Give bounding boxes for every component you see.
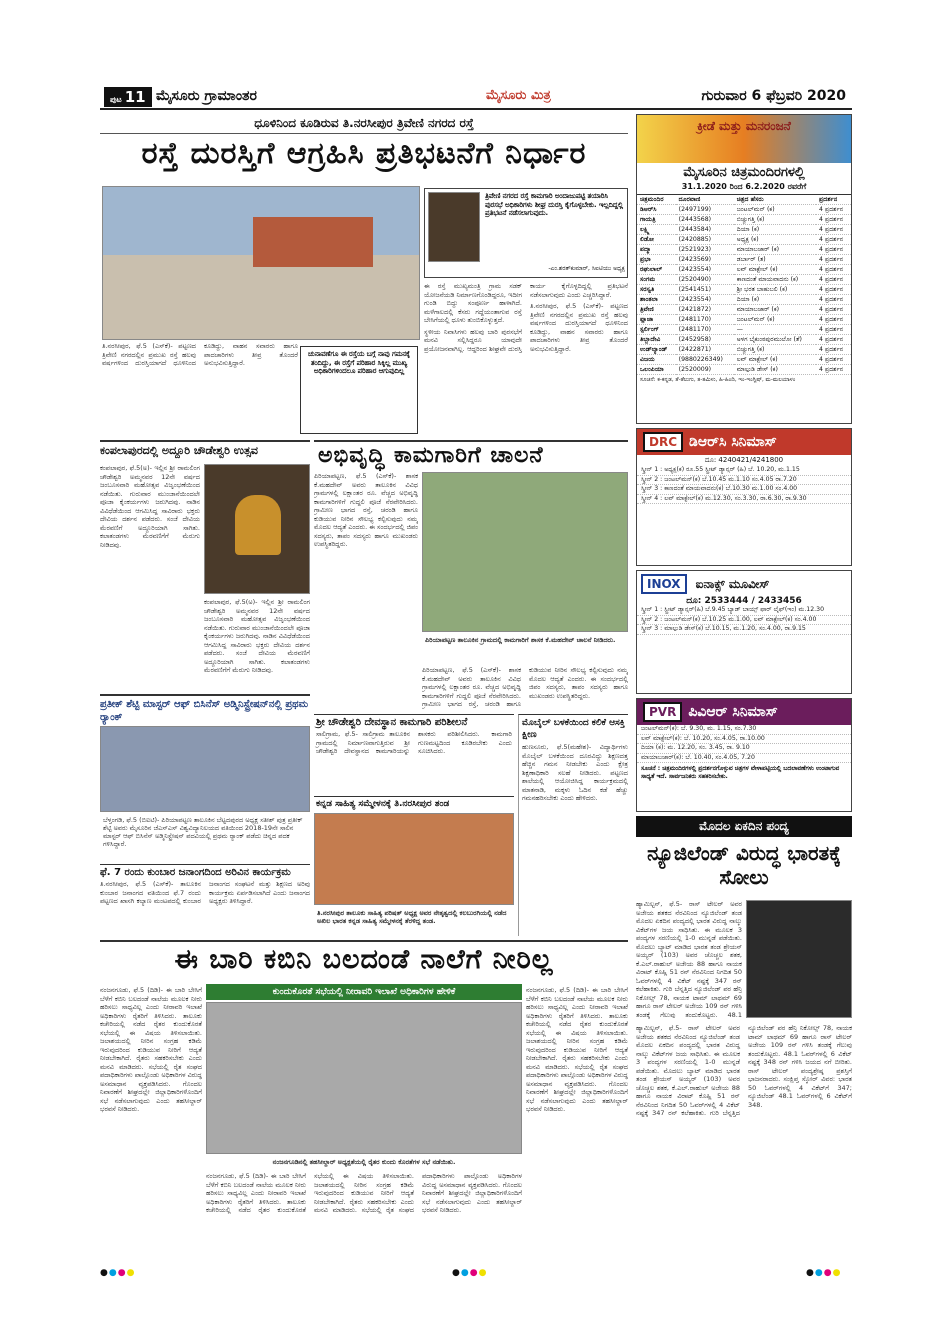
mobile-story — [518, 714, 628, 936]
kabini-headline: ಈ ಬಾರಿ ಕಬಿನಿ ಬಲದಂಡೆ ನಾಲೆಗೆ ನೀರಿಲ್ಲ — [174, 944, 554, 975]
theatre-name: ಲಕ್ಷ್ಮಿ — [637, 225, 676, 235]
col-theatre: ಚಿತ್ರಮಂದಿರ — [637, 195, 676, 205]
kabini-subhead: ಕುಂದುಕೊರತೆ ಸಭೆಯಲ್ಲಿ ನೀರಾವರಿ ಇಲಾಖೆ ಅಧಿಕಾರಿಗಳ ಹೇಳಿಕೆ — [206, 984, 522, 1000]
sports-body-2: ಹ್ಯಾಮಿಲ್ಟನ್, ಫೆ.5- ರಾಸ್ ಟೇಲರ್ ಅವರ ಅಜೇಯ ಶತಕದ ನೆರವಿನಿಂದ ನ್ಯೂಜಿಲೆಂಡ್ ತಂಡ ಮೊದಲ ಏಕದಿನ ಪಂದ್ಯದಲ್ಲಿ ಭಾರತ ವಿರುದ್ಧ ನಾಲ್ಕು ವಿಕೆಟ್‌ಗಳ ಜಯ ಸಾಧಿಸಿತು. ಈ ಮೂಲಕ 3 ಪಂದ್ಯಗಳ ಸರಣಿಯಲ್ಲಿ 1-0 ಮುನ್ನಡೆ ಪಡೆಯಿತು. ಮೊದಲು ಬ್ಯಾಟ್ ಮಾಡಿದ ಭಾರತ ತಂಡ ಶ್ರೇಯಸ್ ಅಯ್ಯರ್ (103) ಅವರ ಚೊಚ್ಚಲ ಶತಕ, ಕೆ.ಎಲ್.ರಾಹುಲ್ ಅಜೇಯ 88 ಹಾಗೂ ನಾಯಕ ವಿರಾಟ್ ಕೊಹ್ಲಿ 51 ರನ್ ನೆರವಿನಿಂದ ನಿಗದಿತ 50 ಓವರ್‌ಗಳಲ್ಲಿ 4 ವಿಕೆಟ್ ನಷ್ಟಕ್ಕೆ 347 ರನ್ ಕಲೆಹಾಕಿತು. ಗುರಿ ಬೆನ್ನತ್ತಿದ ನ್ಯೂಜಿಲೆಂಡ್ ಪರ ಹೆನ್ರಿ ನಿಕೋಲ್ಸ್ 78, ನಾಯಕ ಟಾಮ್ ಲಾಥಮ್ 69 ಹಾಗೂ ರಾಸ್ ಟೇಲರ್ ಅಜೇಯ 109 ರನ್ ಗಳಿಸಿ ತಂಡಕ್ಕೆ ಗೆಲುವು ತಂದುಕೊಟ್ಟರು. 48.1 ಓವರ್‌ಗಳಲ್ಲಿ 6 ವಿಕೆಟ್ ನಷ್ಟಕ್ಕೆ 348 ರನ್ ಗಳಿಸಿ ಜಯದ ನಗೆ ಬೀರಿತು. ರಾಸ್ ಟೇಲರ್ ಪಂದ್ಯಶ್ರೇಷ್ಠ ಪ್ರಶಸ್ತಿಗೆ ಭಾಜನರಾದರು. ಸಂಕ್ಷಿಪ್ತ ಸ್ಕೋರ್ ವಿವರ: ಭಾರತ 50 ಓವರ್‌ಗಳಲ್ಲಿ 4 ವಿಕೆಟ್‌ಗೆ 347; ನ್ಯೂಜಿಲೆಂಡ್ 48.1 ಓವರ್‌ಗಳಲ್ಲಿ 6 ವಿಕೆಟ್‌ಗೆ 348. — [636, 1024, 852, 1117]
drc-title: ಡಿಆರ್‌ಸಿ ಸಿನಿಮಾಸ್ — [689, 434, 777, 450]
lead-body-3: ಸ್ಥಳೀಯ ನಿವಾಸಿಗಳು ಹಲವು ಬಾರಿ ಪುರಸಭೆಗೆ ಮನವಿ ಸಲ್ಲಿಸಿದ್ದರೂ ಯಾವುದೇ ಪ್ರಯೋಜನವಾಗಿಲ್ಲ. ಆದ್ದರಿಂದ ಶೀಘ್ರವೇ ದುರಸ್ತಿ ಕಾರ್ಯ ಕೈಗೊಳ್ಳದಿದ್ದಲ್ಲಿ ಪ್ರತಿಭಟನೆ ನಡೆಸಲಾಗುವುದು ಎಂದು ಎಚ್ಚರಿಸಿದ್ದಾರೆ. — [424, 282, 628, 353]
film-title: — — [734, 325, 816, 335]
drc-showtime-line: ಸ್ಕ್ರೀನ್ 1 : ಅಧ್ಯಕ್ಷ(ಕ) ರೂ.55 ಸ್ಟ್ರೀಟ್ ಡ್ಯಾನ್ಸರ್ (ಹಿ) ಬೆ. 10.20, ಮ.1.15 — [637, 466, 851, 476]
show-count: 4 ಪ್ರದರ್ಶನ — [816, 205, 851, 215]
show-count: 4 ಪ್ರದರ್ಶನ — [816, 235, 851, 245]
film-title: ಮಾಯಾಬಜಾರ್ (ಕ) — [734, 245, 816, 255]
drc-showtime-line: ಸ್ಕ್ರೀನ್ 3 : ಕಾಣದಂತೆ ಮಾಯವಾದನು(ಕ) ಬೆ.10.30 ಮ.1.00 ಸಂ.4.00 — [637, 485, 851, 495]
section-title: ಮೈಸೂರು ಗ್ರಾಮಾಂತರ — [156, 88, 257, 104]
film-title: ದಿಯಾ (ಕ) — [734, 225, 816, 235]
show-count: 4 ಪ್ರದರ್ಶನ — [816, 215, 851, 225]
development-body-2: ಪಿರಿಯಾಪಟ್ಟಣ, ಫೆ.5 (ಎಸ್‌ಕೆ)- ಶಾಸಕ ಕೆ.ಮಹದೇವ್ ಅವರು ತಾಲೂಕಿನ ವಿವಿಧ ಗ್ರಾಮಗಳಲ್ಲಿ ಲಕ್ಷಾಂತರ ರೂ. ವೆಚ್ಚದ ಅಭಿವೃದ್ಧಿ ಕಾಮಗಾರಿಗಳಿಗೆ ಗುದ್ದಲಿ ಪೂಜೆ ನೆರವೇರಿಸಿದರು. ಗ್ರಾಮೀಣ ಭಾಗದ ರಸ್ತೆ, ಚರಂಡಿ ಹಾಗೂ ಕುಡಿಯುವ ನೀರಿನ ಸೌಲಭ್ಯ ಕಲ್ಪಿಸುವುದು ನಮ್ಮ ಮೊದಲ ಆದ್ಯತೆ ಎಂದರು. ಈ ಸಂದರ್ಭದಲ್ಲಿ ಜಿಪಂ ಸದಸ್ಯರು, ತಾಪಂ ಸದಸ್ಯರು ಹಾಗೂ ಮುಖಂಡರು ಉಪಸ್ಥಿತರಿದ್ದರು. — [422, 666, 628, 708]
theatre-row — [637, 285, 851, 295]
theatre-row — [637, 235, 851, 245]
pvr-showtime-line: ಮಾಯಾಬಜಾರ್(ಕ): ಬೆ. 10.40, ಸಂ.4.05, 7.20 — [637, 754, 851, 764]
film-title: ಅಳಗ ಬೈಕುಂಠಪುರಮುಲೋ (ತೆ) — [734, 335, 816, 345]
masthead-logo: ಮೈಸೂರು ಮಿತ್ರ — [486, 88, 551, 103]
theatre-row — [637, 325, 851, 335]
theatre-row — [637, 205, 851, 215]
theatre-name: ಡಿಆರ್‌ಸಿ — [637, 205, 676, 215]
show-count: 4 ಪ್ರದರ್ಶನ — [816, 365, 851, 375]
show-count: 4 ಪ್ರದರ್ಶನ — [816, 295, 851, 305]
inox-showtime-line: ಸ್ಕ್ರೀನ್ 2 : ಜಂಟಲ್‌ಮನ್(ಕ) ಬೆ.10.25 ಮ.1.00, ಲವ್ ಮಾಕ್ಟೇಲ್(ಕ) ಸಂ.4.00 — [637, 616, 851, 626]
entertainment-banner: ಕ್ರೀಡೆ ಮತ್ತು ಮನರಂಜನೆ — [637, 115, 851, 163]
theatre-row — [637, 245, 851, 255]
pvr-cinemas — [636, 698, 852, 812]
quote-text: ತ್ರಿವೇಣಿ ನಗರದ ರಸ್ತೆ ಕಾಮಗಾರಿ ಅಂದಾಜುಪಟ್ಟಿ ತಯಾರಿಸಿ ಪುರಸಭೆ ಅಧಿಕಾರಿಗಳು ಶೀಘ್ರ ದುರಸ್ತಿ ಕೈಗೊಳ್ಳಬೇಕು. ಇಲ್ಲದಿದ್ದಲ್ಲಿ ಪ್ರತಿಭಟನೆ ನಡೆಸಲಾಗುವುದು. — [485, 192, 624, 218]
film-title: ಬಿಚ್ಚುಗತ್ತಿ (ಕ) — [734, 345, 816, 355]
show-count: 4 ಪ್ರದರ್ಶನ — [816, 265, 851, 275]
show-count: 4 ಪ್ರದರ್ಶನ — [816, 285, 851, 295]
theatre-name: ವಿಜಯ — [637, 355, 676, 365]
film-title: ದಿಯಾ (ಕ) — [734, 295, 816, 305]
film-title: ಮಾಯಾಬಜಾರ್ (ಕ) — [734, 305, 816, 315]
sahitya-caption: ತಿ.ನರಸೀಪುರ ತಾಲೂಕು ಸಾಹಿತ್ಯ ಪರಿಷತ್ ಅಧ್ಯಕ್ಷ ಅವರ ನೇತೃತ್ವದಲ್ಲಿ ಕಲಬುರಗಿಯಲ್ಲಿ ನಡೆದ ಅಖಿಲ ಭಾರತ ಕನ್ನಡ ಸಾಹಿತ್ಯ ಸಮ್ಮೇಳನಕ್ಕೆ ತೆರಳಿದ್ದ ತಂಡ. — [317, 909, 507, 925]
show-count: 4 ಪ್ರದರ್ಶನ — [816, 345, 851, 355]
sahitya-story — [314, 796, 514, 936]
sports-kicker: ಮೊದಲ ಏಕದಿನ ಪಂದ್ಯ — [636, 816, 852, 837]
festival-photo — [204, 464, 310, 594]
pvr-title: ಪಿವಿಆರ್ ಸಿನಿಮಾಸ್ — [688, 704, 778, 720]
col-shows: ಪ್ರದರ್ಶನ — [816, 195, 851, 205]
drc-showtime-line: ಸ್ಕ್ರೀನ್ 4 : ಲವ್ ಮಾಕ್ಟೇಲ್(ಕ) ಮ.12.30, ಸಂ.3.30, ರಾ.6.30, ರಾ.9.30 — [637, 495, 851, 505]
inox-showtime-line: ಸ್ಕ್ರೀನ್ 3 : ಮಾಲ್ಗುಡಿ ಡೇಸ್(ಕ) ಬೆ.10.15, ಮ.1.20, ಸಂ.4.00, ರಾ.9.15 — [637, 625, 851, 635]
theatre-name: ಸಂಗಮ — [637, 275, 676, 285]
development-body: ಪಿರಿಯಾಪಟ್ಟಣ, ಫೆ.5 (ಎಸ್‌ಕೆ)- ಶಾಸಕ ಕೆ.ಮಹದೇವ್ ಅವರು ತಾಲೂಕಿನ ವಿವಿಧ ಗ್ರಾಮಗಳಲ್ಲಿ ಲಕ್ಷಾಂತರ ರೂ. ವೆಚ್ಚದ ಅಭಿವೃದ್ಧಿ ಕಾಮಗಾರಿಗಳಿಗೆ ಗುದ್ದಲಿ ಪೂಜೆ ನೆರವೇರಿಸಿದರು. ಗ್ರಾಮೀಣ ಭಾಗದ ರಸ್ತೆ, ಚರಂಡಿ ಹಾಗೂ ಕುಡಿಯುವ ನೀರಿನ ಸೌಲಭ್ಯ ಕಲ್ಪಿಸುವುದು ನಮ್ಮ ಮೊದಲ ಆದ್ಯತೆ ಎಂದರು. ಈ ಸಂದರ್ಭದಲ್ಲಿ ಜಿಪಂ ಸದಸ್ಯರು, ತಾಪಂ ಸದಸ್ಯರು ಹಾಗೂ ಮುಖಂಡರು ಉಪಸ್ಥಿತರಿದ್ದರು. — [314, 472, 418, 548]
theatre-row — [637, 295, 851, 305]
sahitya-headline: ಕನ್ನಡ ಸಾಹಿತ್ಯ ಸಮ್ಮೇಳನಕ್ಕೆ ತಿ.ನರಸೀಪುರ ತಂಡ — [316, 799, 450, 809]
film-title: ಶ್ರೀ ಭರತ ಬಾಹುಬಲಿ (ಕ) — [734, 285, 816, 295]
listing-title: ಮೈಸೂರಿನ ಚಿತ್ರಮಂದಿರಗಳಲ್ಲಿ — [683, 165, 805, 180]
deity-shape — [235, 495, 281, 555]
lead-body-1: ತಿ.ನರಸೀಪುರ, ಫೆ.5 (ಎಸ್‌ಕೆ)- ಪಟ್ಟಣದ ತ್ರಿವೇಣಿ ನಗರದಲ್ಲಿನ ಪ್ರಮುಖ ರಸ್ತೆ ಹಲವು ವರ್ಷಗಳಿಂದ ದುರಸ್ತಿಯಾಗದೆ ಧೂಳಿನಿಂದ ಕೂಡಿದ್ದು, ವಾಹನ ಸವಾರರು ಹಾಗೂ ಪಾದಚಾರಿಗಳು ತೀವ್ರ ತೊಂದರೆ ಅನುಭವಿಸುತ್ತಿದ್ದಾರೆ. — [102, 342, 298, 367]
kumbara-body: ತಿ.ನರಸೀಪುರ, ಫೆ.5 (ಎಸ್‌ಕೆ)- ತಾಲೂಕಿನ ಕುಂಬಾರ ಜನಾಂಗದ ವತಿಯಿಂದ ಫೆ.7 ರಂದು ಪಟ್ಟಣದ ಖಾಸಗಿ ಕಲ್ಯಾಣ ಮಂಟಪದಲ್ಲಿ ಕುಂಬಾರ ಜನಾಂಗದ ಸಂಘಟನೆ ಮತ್ತು ಶಿಕ್ಷಣದ ಅರಿವು ಕಾರ್ಯಕ್ರಮ ಏರ್ಪಡಿಸಲಾಗಿದೆ ಎಂದು ಜನಾಂಗದ ಅಧ್ಯಕ್ಷರು ತಿಳಿಸಿದ್ದಾರೆ. — [100, 880, 310, 905]
show-count: 4 ಪ್ರದರ್ಶನ — [816, 315, 851, 325]
lead-callout: ಚುನಾವಣೆಗೂ ಈ ರಸ್ತೆಯ ಬಗ್ಗೆ ನಾವು ಗಮನಕ್ಕೆ ತಂದಿದ್ದು, ಈ ರಸ್ತೆಗೆ ಪರಿಹಾರ ಸಿಕ್ಕಿಲ್ಲ ಮುಖ್ಯ ಅಧಿಕಾರಿಗಳಿಂದಲೂ ಪರಿಹಾರ ಆಗುವುದಿಲ್ಲ — [300, 346, 418, 434]
film-title: ಕಾಣದಂತೆ ಮಾಯವಾದನು (ಕ) — [734, 275, 816, 285]
issue-date: ಗುರುವಾರ 6 ಫೆಬ್ರವರಿ 2020 — [701, 88, 846, 104]
theatre-name: ಪದ್ಮಾ — [637, 245, 676, 255]
development-photo — [422, 472, 628, 632]
pvr-showtime-line: ಲವ್ ಮಾಕ್ಟೇಲ್(ಕ): ಬೆ. 10.20, ಸಂ.4.05, ರಾ.10.00 — [637, 735, 851, 745]
theatre-row — [637, 345, 851, 355]
theatre-phone: (2423554) — [676, 265, 734, 275]
lead-body-4: ತಿ.ನರಸೀಪುರ, ಫೆ.5 (ಎಸ್‌ಕೆ)- ಪಟ್ಟಣದ ತ್ರಿವೇಣಿ ನಗರದಲ್ಲಿನ ಪ್ರಮುಖ ರಸ್ತೆ ಹಲವು ವರ್ಷಗಳಿಂದ ದುರಸ್ತಿಯಾಗದೆ ಧೂಳಿನಿಂದ ಕೂಡಿದ್ದು, ವಾಹನ ಸವಾರರು ಹಾಗೂ ಪಾದಚಾರಿಗಳು ತೀವ್ರ ತೊಂದರೆ ಅನುಭವಿಸುತ್ತಿದ್ದಾರೆ. — [530, 302, 628, 353]
inox-showtime-line: ಸ್ಕ್ರೀನ್ 1 : ಸ್ಟ್ರೀಟ್ ಡ್ಯಾನ್ಸರ್(ಹಿ) ಬೆ.9.45 ಬ್ಯಾಡ್ ಬಾಯ್ಸ್ ಫಾರ್ ಲೈಫ್(ಇಂ) ಮ.12.30 — [637, 606, 851, 616]
theatre-table — [637, 195, 851, 375]
theatre-row — [637, 275, 851, 285]
show-count: 4 ಪ್ರದರ್ಶನ — [816, 275, 851, 285]
registration-marks-center: ●●●● — [452, 1268, 488, 1278]
film-title: ಅಧ್ಯಕ್ಷ (ಕ) — [734, 235, 816, 245]
theatre-name: ಲಿಡೋ — [637, 235, 676, 245]
theatre-phone: (9880226349) — [676, 355, 734, 365]
pvr-showtime-line: ಜಂಟಲ್‌ಮನ್(ಕ): ಬೆ. 9.30, ಮ. 1.15, ಸಂ.7.30 — [637, 725, 851, 735]
show-count: 4 ಪ್ರದರ್ಶನ — [816, 335, 851, 345]
film-title: ಲವ್ ಮಾಕ್ಟೇಲ್ (ಕ) — [734, 265, 816, 275]
rank-headline: ಪ್ರತೀಕ್ ಶೆಟ್ಟಿ ಮಾಸ್ಟರ್ ಆಫ್ ಬಿಸಿನೆಸ್ ಅಡ್ಮಿನಿಸ್ಟ್ರೇಷನ್‌ನಲ್ಲಿ ಪ್ರಥಮ ರ್‍ಯಾಂಕ್ — [100, 699, 309, 723]
lead-story — [100, 114, 628, 436]
page-number-badge: ಪುಟ 11 — [104, 87, 152, 107]
development-story — [314, 440, 628, 710]
theatre-phone: (2541451) — [676, 285, 734, 295]
kabini-body-3: ನಂಜನಗೂಡು, ಫೆ.5 (ದಿಡಿ)- ಈ ಬಾರಿ ಬೇಸಿಗೆ ಬೆಳೆಗೆ ಕಬಿನಿ ಬಲದಂಡೆ ನಾಲೆಯ ಮೂಲಕ ನೀರು ಹರಿಸಲು ಸಾಧ್ಯವಿಲ್ಲ ಎಂದು ನೀರಾವರಿ ಇಲಾಖೆ ಅಧಿಕಾರಿಗಳು ರೈತರಿಗೆ ತಿಳಿಸಿದರು. ತಾಲೂಕು ಕಚೇರಿಯಲ್ಲಿ ನಡೆದ ರೈತರ ಕುಂದುಕೊರತೆ ಸಭೆಯಲ್ಲಿ ಈ ವಿಷಯ ತಿಳಿಸಲಾಯಿತು. ಜಲಾಶಯದಲ್ಲಿ ನೀರಿನ ಸಂಗ್ರಹ ಕಡಿಮೆ ಇರುವುದರಿಂದ ಕುಡಿಯುವ ನೀರಿಗೆ ಆದ್ಯತೆ ನೀಡಬೇಕಾಗಿದೆ. ರೈತರು ಸಹಕರಿಸಬೇಕು ಎಂದು ಮನವಿ ಮಾಡಿದರು. ಸಭೆಯಲ್ಲಿ ರೈತ ಸಂಘದ ಪದಾಧಿಕಾರಿಗಳು ಪಾಲ್ಗೊಂಡು ಅಧಿಕಾರಿಗಳ ವಿರುದ್ಧ ಅಸಮಾಧಾನ ವ್ಯಕ್ತಪಡಿಸಿದರು. ಗೊಂದಲ ನಿವಾರಣೆಗೆ ಶೀಘ್ರದಲ್ಲೇ ಜಿಲ್ಲಾಧಿಕಾರಿಗಳೊಂದಿಗೆ ಸಭೆ ನಡೆಸಲಾಗುವುದು ಎಂದು ತಹಸೀಲ್ದಾರ್ ಭರವಸೆ ನೀಡಿದರು. — [526, 986, 628, 1113]
kumbara-story — [100, 864, 310, 936]
pvr-note: ಸೂಚನೆ : ಚಿತ್ರಮಂದಿರಗಳಲ್ಲಿ ಪ್ರದರ್ಶನಗೊಳ್ಳುವ ಚಿತ್ರಗಳ ವೇಳಾಪಟ್ಟಿಯಲ್ಲಿ ಬದಲಾವಣೆಗಳು ಉಂಟಾಗುವ ಸಾಧ್ಯತೆ ಇದೆ. ಸಾರ್ವಜನಿಕರು ಸಹಕರಿಸಬೇಕು. — [641, 765, 840, 781]
theatre-row — [637, 215, 851, 225]
theatre-row — [637, 315, 851, 325]
theatre-name: ತ್ರಿವೇಣಿ — [637, 305, 676, 315]
film-title: ಮಾಲ್ಗುಡಿ ಡೇಸ್ (ಕ) — [734, 365, 816, 375]
sports-headline: ನ್ಯೂಜಿಲೆಂಡ್ ವಿರುದ್ಧ ಭಾರತಕ್ಕೆ ಸೋಲು — [647, 841, 841, 889]
film-title: ಬಿಚ್ಚುಗತ್ತಿ (ಕ) — [734, 215, 816, 225]
drc-phone: ದೂ: 4240421/4241800 — [704, 456, 784, 464]
theatre-listing — [636, 114, 852, 424]
kabini-body-1: ನಂಜನಗೂಡು, ಫೆ.5 (ದಿಡಿ)- ಈ ಬಾರಿ ಬೇಸಿಗೆ ಬೆಳೆಗೆ ಕಬಿನಿ ಬಲದಂಡೆ ನಾಲೆಯ ಮೂಲಕ ನೀರು ಹರಿಸಲು ಸಾಧ್ಯವಿಲ್ಲ ಎಂದು ನೀರಾವರಿ ಇಲಾಖೆ ಅಧಿಕಾರಿಗಳು ರೈತರಿಗೆ ತಿಳಿಸಿದರು. ತಾಲೂಕು ಕಚೇರಿಯಲ್ಲಿ ನಡೆದ ರೈತರ ಕುಂದುಕೊರತೆ ಸಭೆಯಲ್ಲಿ ಈ ವಿಷಯ ತಿಳಿಸಲಾಯಿತು. ಜಲಾಶಯದಲ್ಲಿ ನೀರಿನ ಸಂಗ್ರಹ ಕಡಿಮೆ ಇರುವುದರಿಂದ ಕುಡಿಯುವ ನೀರಿಗೆ ಆದ್ಯತೆ ನೀಡಬೇಕಾಗಿದೆ. ರೈತರು ಸಹಕರಿಸಬೇಕು ಎಂದು ಮನವಿ ಮಾಡಿದರು. ಸಭೆಯಲ್ಲಿ ರೈತ ಸಂಘದ ಪದಾಧಿಕಾರಿಗಳು ಪಾಲ್ಗೊಂಡು ಅಧಿಕಾರಿಗಳ ವಿರುದ್ಧ ಅಸಮಾಧಾನ ವ್ಯಕ್ತಪಡಿಸಿದರು. ಗೊಂದಲ ನಿವಾರಣೆಗೆ ಶೀಘ್ರದಲ್ಲೇ ಜಿಲ್ಲಾಧಿಕಾರಿಗಳೊಂದಿಗೆ ಸಭೆ ನಡೆಸಲಾಗುವುದು ಎಂದು ತಹಸೀಲ್ದಾರ್ ಭರವಸೆ ನೀಡಿದರು. — [100, 986, 202, 1113]
col-phone: ದೂರವಾಣಿ — [676, 195, 734, 205]
kabini-story — [100, 940, 628, 1264]
theatre-phone: (2423569) — [676, 255, 734, 265]
kabini-body-2: ನಂಜನಗೂಡು, ಫೆ.5 (ದಿಡಿ)- ಈ ಬಾರಿ ಬೇಸಿಗೆ ಬೆಳೆಗೆ ಕಬಿನಿ ಬಲದಂಡೆ ನಾಲೆಯ ಮೂಲಕ ನೀರು ಹರಿಸಲು ಸಾಧ್ಯವಿಲ್ಲ ಎಂದು ನೀರಾವರಿ ಇಲಾಖೆ ಅಧಿಕಾರಿಗಳು ರೈತರಿಗೆ ತಿಳಿಸಿದರು. ತಾಲೂಕು ಕಚೇರಿಯಲ್ಲಿ ನಡೆದ ರೈತರ ಕುಂದುಕೊರತೆ ಸಭೆಯಲ್ಲಿ ಈ ವಿಷಯ ತಿಳಿಸಲಾಯಿತು. ಜಲಾಶಯದಲ್ಲಿ ನೀರಿನ ಸಂಗ್ರಹ ಕಡಿಮೆ ಇರುವುದರಿಂದ ಕುಡಿಯುವ ನೀರಿಗೆ ಆದ್ಯತೆ ನೀಡಬೇಕಾಗಿದೆ. ರೈತರು ಸಹಕರಿಸಬೇಕು ಎಂದು ಮನವಿ ಮಾಡಿದರು. ಸಭೆಯಲ್ಲಿ ರೈತ ಸಂಘದ ಪದಾಧಿಕಾರಿಗಳು ಪಾಲ್ಗೊಂಡು ಅಧಿಕಾರಿಗಳ ವಿರುದ್ಧ ಅಸಮಾಧಾನ ವ್ಯಕ್ತಪಡಿಸಿದರು. ಗೊಂದಲ ನಿವಾರಣೆಗೆ ಶೀಘ್ರದಲ್ಲೇ ಜಿಲ್ಲಾಧಿಕಾರಿಗಳೊಂದಿಗೆ ಸಭೆ ನಡೆಸಲಾಗುವುದು ಎಂದು ತಹಸೀಲ್ದಾರ್ ಭರವಸೆ ನೀಡಿದರು. — [206, 1172, 522, 1214]
festival-story — [100, 440, 310, 690]
drc-cinemas — [636, 428, 852, 566]
listing-date-range: 31.1.2020 ರಿಂದ 6.2.2020 ರವರೆಗೆ — [637, 182, 851, 195]
theatre-phone: (2520009) — [676, 365, 734, 375]
col-film: ಚಿತ್ರದ ಹೆಸರು — [734, 195, 816, 205]
show-count: 4 ಪ್ರದರ್ಶನ — [816, 225, 851, 235]
theatre-name: ಶಾಂತಲಾ — [637, 295, 676, 305]
lead-photo-road — [102, 186, 420, 340]
inox-phone: ದೂ: 2533444 / 2433456 — [686, 596, 802, 606]
listing-footnote: ಸೂಚನೆ: ಕ-ಕನ್ನಡ, ತೆ-ತೆಲುಗು, ತ-ತಮಿಳು, ಹಿ-ಹಿಂದಿ, ಇಂ-ಇಂಗ್ಲಿಷ್, ಮ-ಮಲಯಾಳಂ — [640, 377, 796, 383]
theatre-phone: (2452958) — [676, 335, 734, 345]
lead-body-2: ಈ ರಸ್ತೆ ಮುಖ್ಯಮಂತ್ರಿ ಗ್ರಾಮ ಸಡಕ್ ಯೋಜನೆಯಡಿ ನಿರ್ಮಾಣಗೊಂಡಿದ್ದರೂ, ಇದೀಗ ಗುಂಡಿ ಬಿದ್ದು ಸಂಪೂರ್ಣ ಹಾಳಾಗಿದೆ. ಮಳೆಗಾಲದಲ್ಲಿ ಕೆಸರು ಗದ್ದೆಯಂತಾಗುವ ರಸ್ತೆ ಬೇಸಿಗೆಯಲ್ಲಿ ಧೂಳು ತುಂಬಿಕೊಳ್ಳುತ್ತದೆ. — [424, 282, 522, 324]
theatre-row — [637, 305, 851, 315]
development-headline: ಅಭಿವೃದ್ಧಿ ಕಾಮಗಾರಿಗೆ ಚಾಲನೆ — [318, 443, 544, 468]
theatre-phone: (2481170) — [676, 315, 734, 325]
theatre-phone: (2521923) — [676, 245, 734, 255]
pvr-showtime-line: ದಿಯಾ (ಕ): ಮ. 12.20, ಸಂ. 3.45, ರಾ. 9.10 — [637, 744, 851, 754]
mobile-body: ಹುಣಸೂರು, ಫೆ.5(ಮಹೇಶ)- ವಿದ್ಯಾರ್ಥಿಗಳು ಮೊಬೈಲ್ ಬಳಕೆಯಿಂದ ದೂರವಿದ್ದು ಶಿಕ್ಷಣದತ್ತ ಹೆಚ್ಚಿನ ಗಮನ ನೀಡಬೇಕು ಎಂದು ಕ್ಷೇತ್ರ ಶಿಕ್ಷಣಾಧಿಕಾರಿ ಸಲಹೆ ನೀಡಿದರು. ಪಟ್ಟಣದ ಶಾಲೆಯಲ್ಲಿ ಆಯೋಜಿಸಿದ್ದ ಕಾರ್ಯಕ್ರಮದಲ್ಲಿ ಮಾತನಾಡಿ, ಮಕ್ಕಳು ಓದಿನ ಕಡೆ ಹೆಚ್ಚು ಗಮನಹರಿಸಬೇಕು ಎಂದು ಹೇಳಿದರು. — [522, 743, 628, 802]
show-count: 4 ಪ್ರದರ್ಶನ — [816, 245, 851, 255]
rank-caption: ಬೆಳ್ತಂಗಡಿ, ಫೆ.5 (ಬಿಐಟಿ)- ಪಿರಿಯಾಪಟ್ಟಣ ತಾಲೂಕಿನ ಬೆಟ್ಟದಪುರದ ಅಧ್ಯಕ್ಷ ಸತೀಶ್ ಪುತ್ರ ಪ್ರತೀಕ್ ಶೆಟ್ಟಿ ಅವರು ಮೈಸೂರಿನ ಜೆಎಸ್‌ಎಸ್ ವಿಶ್ವವಿದ್ಯಾನಿಲಯದ ವತಿಯಿಂದ 2018-19ನೇ ಸಾಲಿನ ಮಾಸ್ಟರ್ ಆಫ್ ಬಿಸಿನೆಸ್ ಅಡ್ಮಿನಿಸ್ಟ್ರೇಷನ್ ಪದವಿಯಲ್ಲಿ ಪ್ರಥಮ ರ್‍ಯಾಂಕ್ ಪಡೆದು ಚಿನ್ನದ ಪದಕ ಗಳಿಸಿದ್ದಾರೆ. — [103, 816, 303, 848]
theatre-name: ಸರಸ್ವತಿ — [637, 285, 676, 295]
registration-marks-right: ●●●● — [806, 1268, 842, 1278]
theatre-name: ರಘುಲಾಲ್ — [637, 265, 676, 275]
inox-logo: INOX — [641, 574, 687, 594]
show-count: 4 ಪ್ರದರ್ಶನ — [816, 325, 851, 335]
film-title: ಜಂಟಲ್‌ಮನ್ (ಕ) — [734, 205, 816, 215]
theatre-name: ಪ್ಲಾಜಾ — [637, 315, 676, 325]
portrait-photo — [428, 192, 480, 262]
theatre-phone: (2422871) — [676, 345, 734, 355]
theatre-row — [637, 225, 851, 235]
theatre-row — [637, 335, 851, 345]
quote-author: -ಎಂ.ಶರತ್‌ಕುಮಾರ್, ಸಿಐಟಿಯು ಅಧ್ಯಕ್ಷ — [548, 265, 625, 272]
theatre-phone: (2443584) — [676, 225, 734, 235]
sports-photo — [746, 900, 852, 1018]
theatre-name: ಒಲಂಪಿಯಾ — [637, 365, 676, 375]
theatre-phone: (2423554) — [676, 295, 734, 305]
inox-title: ಐನಾಕ್ಸ್ ಮೂವೀಸ್ — [695, 577, 770, 591]
registration-marks-left: ●●●● — [100, 1268, 136, 1278]
rank-story — [100, 694, 310, 862]
drc-logo: DRC — [643, 432, 683, 452]
building-shape — [253, 217, 373, 267]
temple-body: ಸಾಲಿಗ್ರಾಮ, ಫೆ.5- ಸಾಲಿಗ್ರಾಮ ತಾಲೂಕಿನ ಗ್ರಾಮದಲ್ಲಿ ನಿರ್ಮಾಣವಾಗುತ್ತಿರುವ ಶ್ರೀ ಚೌಡೇಶ್ವರಿ ದೇವಸ್ಥಾನದ ಕಾಮಗಾರಿಯನ್ನು ಶಾಸಕರು ಪರಿಶೀಲಿಸಿದರು. ಕಾಮಗಾರಿ ಗುಣಮಟ್ಟದಿಂದ ಕೂಡಿರಬೇಕು ಎಂದು ಸೂಚಿಸಿದರು. — [316, 730, 512, 755]
theatre-phone: (2481170) — [676, 325, 734, 335]
sports-story — [636, 816, 852, 1264]
kabini-photo — [206, 1002, 522, 1154]
theatre-row — [637, 365, 851, 375]
theatre-phone: (2520490) — [676, 275, 734, 285]
lead-quote-box — [424, 188, 628, 278]
show-count: 4 ಪ್ರದರ್ಶನ — [816, 355, 851, 365]
rank-photo — [100, 726, 310, 812]
festival-body: ಕಂಪಲಾಪುರ, ಫೆ.5(ಅ)- ಇಲ್ಲಿನ ಶ್ರೀ ರಾಮಲಿಂಗ ಚೌಡೇಶ್ವರಿ ಅಮ್ಮನವರ 12ನೇ ವರ್ಷದ ಜಂಬೂಸವಾರಿ ಮಹೋತ್ಸವ ವಿಜೃಂಭಣೆಯಿಂದ ನಡೆಯಿತು. ಗುರುವಾರ ಮುಂಜಾನೆಯಿಂದಲೇ ಪೂಜಾ ಕೈಂಕರ್ಯಗಳು ಜರುಗಿದವು. ನಾಡಿನ ವಿವಿಧೆಡೆಯಿಂದ ಆಗಮಿಸಿದ್ದ ಸಾವಿರಾರು ಭಕ್ತರು ದೇವಿಯ ದರ್ಶನ ಪಡೆದರು. ಸಂಜೆ ದೇವಿಯ ಮೆರವಣಿಗೆ ಅದ್ದೂರಿಯಾಗಿ ಸಾಗಿತು. ಕಲಾತಂಡಗಳು ಮೆರವಣಿಗೆಗೆ ಮೆರುಗು ನೀಡಿದವು. — [100, 464, 200, 549]
festival-headline: ಕಂಪಲಾಪುರದಲ್ಲಿ ಅದ್ದೂರಿ ಚೌಡೇಶ್ವರಿ ಉತ್ಸವ — [100, 444, 258, 457]
temple-story — [314, 714, 514, 794]
lead-kicker: ಧೂಳಿನಿಂದ ಕೂಡಿರುವ ತಿ.ನರಸೀಪುರ ತ್ರಿವೇಣಿ ನಗರದ ರಸ್ತೆ — [100, 114, 628, 134]
theatre-row — [637, 355, 851, 365]
temple-headline: ಶ್ರೀ ಚೌಡೇಶ್ವರಿ ದೇವಸ್ಥಾನ ಕಾಮಗಾರಿ ಪರಿಶೀಲನೆ — [316, 717, 468, 728]
theatre-name: ಉಡ್‌ಲ್ಯಾಂಡ್ — [637, 345, 676, 355]
sahitya-photo — [314, 813, 514, 905]
newspaper-page — [100, 84, 852, 1264]
mobile-headline: ಮೊಬೈಲ್ ಬಳಕೆಯಿಂದ ಕಲಿಕೆ ಆಸಕ್ತಿ ಕ್ಷೀಣ — [522, 718, 625, 740]
film-title: ಜಂಟಲ್‌ಮನ್ (ಕ) — [734, 315, 816, 325]
pvr-logo: PVR — [643, 702, 682, 722]
theatre-phone: (2421872) — [676, 305, 734, 315]
development-caption: ಪಿರಿಯಾಪಟ್ಟಣ ತಾಲೂಕಿನ ಗ್ರಾಮದಲ್ಲಿ ಕಾಮಗಾರಿಗೆ ಶಾಸಕ ಕೆ.ಮಹದೇವ್ ಚಾಲನೆ ನೀಡಿದರು. — [425, 636, 616, 644]
inox-movies — [636, 570, 852, 694]
theatre-name: ಸ್ಟರ್ಲಿಂಗ್ — [637, 325, 676, 335]
drc-showtime-line: ಸ್ಕ್ರೀನ್ 2 : ಜಂಟಲ್‌ಮನ್(ಕ) ಬೆ.10.45 ಮ.1.10 ಸಂ.4.05 ರಾ.7.20 — [637, 476, 851, 486]
show-count: 4 ಪ್ರದರ್ಶನ — [816, 255, 851, 265]
show-count: 4 ಪ್ರದರ್ಶನ — [816, 305, 851, 315]
theatre-row — [637, 265, 851, 275]
kumbara-headline: ಫೆ. 7 ರಂದು ಕುಂಬಾರ ಜನಾಂಗದಿಂದ ಅರಿವಿನ ಕಾರ್ಯಕ್ರಮ — [100, 867, 291, 878]
festival-body-2: ಕಂಪಲಾಪುರ, ಫೆ.5(ಅ)- ಇಲ್ಲಿನ ಶ್ರೀ ರಾಮಲಿಂಗ ಚೌಡೇಶ್ವರಿ ಅಮ್ಮನವರ 12ನೇ ವರ್ಷದ ಜಂಬೂಸವಾರಿ ಮಹೋತ್ಸವ ವಿಜೃಂಭಣೆಯಿಂದ ನಡೆಯಿತು. ಗುರುವಾರ ಮುಂಜಾನೆಯಿಂದಲೇ ಪೂಜಾ ಕೈಂಕರ್ಯಗಳು ಜರುಗಿದವು. ನಾಡಿನ ವಿವಿಧೆಡೆಯಿಂದ ಆಗಮಿಸಿದ್ದ ಸಾವಿರಾರು ಭಕ್ತರು ದೇವಿಯ ದರ್ಶನ ಪಡೆದರು. ಸಂಜೆ ದೇವಿಯ ಮೆರವಣಿಗೆ ಅದ್ದೂರಿಯಾಗಿ ಸಾಗಿತು. ಕಲಾತಂಡಗಳು ಮೆರವಣಿಗೆಗೆ ಮೆರುಗು ನೀಡಿದವು. — [204, 598, 310, 674]
theatre-phone: (2497199) — [676, 205, 734, 215]
theatre-name: ತಿಬ್ಬಾದೇವಿ — [637, 335, 676, 345]
lead-headline: ರಸ್ತೆ ದುರಸ್ತಿಗೆ ಆಗ್ರಹಿಸಿ ಪ್ರತಿಭಟನೆಗೆ ನಿರ್ಧಾರ — [141, 136, 587, 171]
theatre-name: ಗಾಯತ್ರಿ — [637, 215, 676, 225]
page-header — [100, 84, 852, 110]
sports-body-1: ಹ್ಯಾಮಿಲ್ಟನ್, ಫೆ.5- ರಾಸ್ ಟೇಲರ್ ಅವರ ಅಜೇಯ ಶತಕದ ನೆರವಿನಿಂದ ನ್ಯೂಜಿಲೆಂಡ್ ತಂಡ ಮೊದಲ ಏಕದಿನ ಪಂದ್ಯದಲ್ಲಿ ಭಾರತ ವಿರುದ್ಧ ನಾಲ್ಕು ವಿಕೆಟ್‌ಗಳ ಜಯ ಸಾಧಿಸಿತು. ಈ ಮೂಲಕ 3 ಪಂದ್ಯಗಳ ಸರಣಿಯಲ್ಲಿ 1-0 ಮುನ್ನಡೆ ಪಡೆಯಿತು. ಮೊದಲು ಬ್ಯಾಟ್ ಮಾಡಿದ ಭಾರತ ತಂಡ ಶ್ರೇಯಸ್ ಅಯ್ಯರ್ (103) ಅವರ ಚೊಚ್ಚಲ ಶತಕ, ಕೆ.ಎಲ್.ರಾಹುಲ್ ಅಜೇಯ 88 ಹಾಗೂ ನಾಯಕ ವಿರಾಟ್ ಕೊಹ್ಲಿ 51 ರನ್ ನೆರವಿನಿಂದ ನಿಗದಿತ 50 ಓವರ್‌ಗಳಲ್ಲಿ 4 ವಿಕೆಟ್ ನಷ್ಟಕ್ಕೆ 347 ರನ್ ಕಲೆಹಾಕಿತು. ಗುರಿ ಬೆನ್ನತ್ತಿದ ನ್ಯೂಜಿಲೆಂಡ್ ಪರ ಹೆನ್ರಿ ನಿಕೋಲ್ಸ್ 78, ನಾಯಕ ಟಾಮ್ ಲಾಥಮ್ 69 ಹಾಗೂ ರಾಸ್ ಟೇಲರ್ ಅಜೇಯ 109 ರನ್ ಗಳಿಸಿ ತಂಡಕ್ಕೆ ಗೆಲುವು ತಂದುಕೊಟ್ಟರು. 48.1 — [636, 900, 742, 1019]
film-title: ಡರ್ಬಾರ್ (ತ) — [734, 255, 816, 265]
theatre-row — [637, 255, 851, 265]
theatre-name: ಪ್ರಭಾ — [637, 255, 676, 265]
kabini-caption: ನಂಜನಗೂಡಿನಲ್ಲಿ ತಹಸೀಲ್ದಾರ್ ಅಧ್ಯಕ್ಷತೆಯಲ್ಲಿ ರೈತರ ಕುಂದು ಕೊರತೆಗಳ ಸಭೆ ನಡೆಯಿತು. — [272, 1158, 456, 1166]
film-title: ಲವ್ ಮಾಕ್ಟೇಲ್ (ಕ) — [734, 355, 816, 365]
theatre-phone: (2443568) — [676, 215, 734, 225]
theatre-phone: (2420885) — [676, 235, 734, 245]
